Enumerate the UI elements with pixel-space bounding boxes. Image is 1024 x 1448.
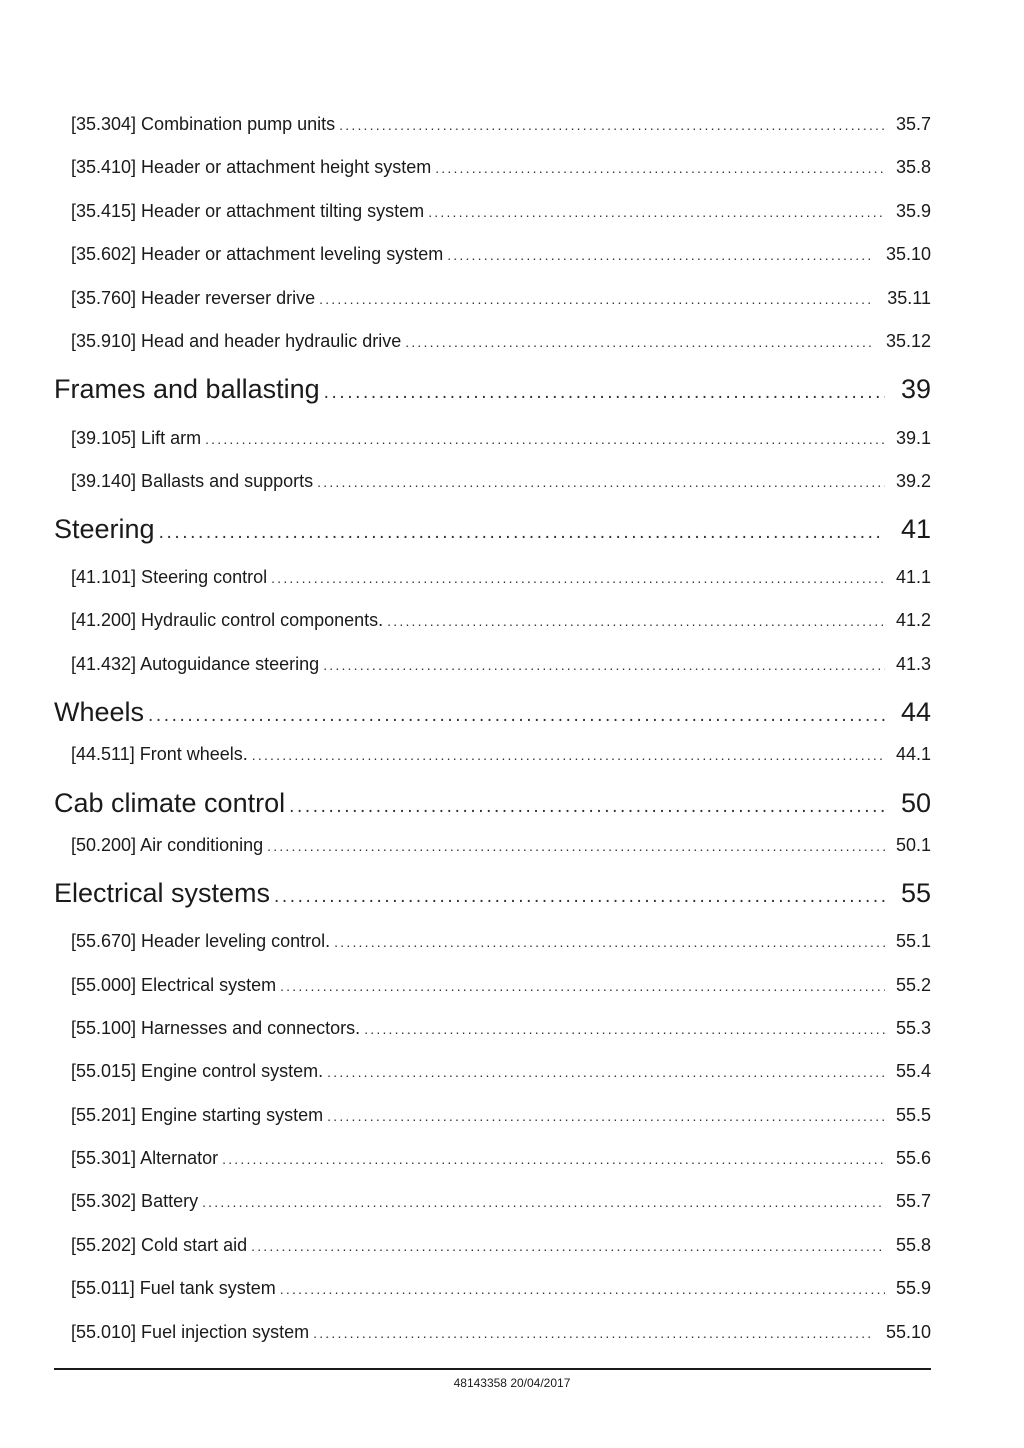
dot-leader xyxy=(289,796,885,818)
toc-entry-title: [35.410] Header or attachment height system xyxy=(71,157,432,177)
toc-entry-page: 35.12 xyxy=(885,331,931,351)
toc-entry-page: 55.8 xyxy=(895,1235,931,1255)
dot-leader xyxy=(274,886,885,908)
toc-entry[interactable] xyxy=(71,567,931,588)
dot-leader xyxy=(202,1194,885,1210)
toc-section[interactable] xyxy=(54,878,931,909)
toc-entry[interactable] xyxy=(71,835,931,856)
toc-entry[interactable] xyxy=(71,1148,931,1169)
toc-section-title: Steering xyxy=(54,514,155,544)
toc-entry[interactable] xyxy=(71,931,931,952)
toc-entry[interactable] xyxy=(71,610,931,631)
dot-leader xyxy=(267,838,885,854)
toc-section-title: Cab climate control xyxy=(54,788,286,818)
toc-entry-title: [55.011] Fuel tank system xyxy=(71,1278,276,1298)
toc-entry[interactable] xyxy=(71,114,931,135)
dot-leader xyxy=(334,934,885,950)
toc-entry-page: 35.7 xyxy=(895,114,931,134)
toc-section[interactable] xyxy=(54,697,931,728)
dot-leader xyxy=(280,1281,885,1297)
dot-leader xyxy=(435,160,885,176)
dot-leader xyxy=(313,1325,873,1341)
toc-entry-title: [41.432] Autoguidance steering xyxy=(71,654,320,674)
toc-entry-title: [55.302] Battery xyxy=(71,1191,199,1211)
toc-section[interactable] xyxy=(54,788,931,819)
toc-entry-title: [39.140] Ballasts and supports xyxy=(71,471,314,491)
toc-entry-page: 55.10 xyxy=(885,1322,931,1342)
toc-entry-page: 41.3 xyxy=(895,654,931,674)
toc-entry-page: 55.3 xyxy=(895,1018,931,1038)
dot-leader xyxy=(405,334,873,350)
toc-section-title: Wheels xyxy=(54,697,145,727)
toc-entry[interactable] xyxy=(71,1018,931,1039)
toc-entry[interactable] xyxy=(71,1235,931,1256)
toc-entry[interactable] xyxy=(71,1322,931,1343)
toc-entry[interactable] xyxy=(71,288,931,309)
dot-leader xyxy=(317,474,885,490)
toc-entry-page: 35.8 xyxy=(895,157,931,177)
dot-leader xyxy=(447,247,873,263)
dot-leader xyxy=(251,1238,885,1254)
toc-entry[interactable] xyxy=(71,1278,931,1299)
dot-leader xyxy=(327,1108,885,1124)
toc-entry-page: 35.11 xyxy=(887,288,931,308)
toc-section-page: 39 xyxy=(901,374,931,404)
toc-section-page: 55 xyxy=(901,878,931,908)
dot-leader xyxy=(222,1151,885,1167)
toc-entry-page: 55.5 xyxy=(895,1105,931,1125)
toc-entry-title: [55.010] Fuel injection system xyxy=(71,1322,310,1342)
footer-rule xyxy=(54,1368,931,1370)
dot-leader xyxy=(327,1064,885,1080)
toc-entry-page: 41.1 xyxy=(895,567,931,587)
toc-entry-title: [55.100] Harnesses and connectors. xyxy=(71,1018,361,1038)
toc-entry-page: 55.9 xyxy=(895,1278,931,1298)
toc-entry-page: 41.2 xyxy=(895,610,931,630)
toc-entry-page: 55.6 xyxy=(895,1148,931,1168)
toc-entry-page: 55.1 xyxy=(895,931,931,951)
toc-section-title: Electrical systems xyxy=(54,878,271,908)
dot-leader xyxy=(205,431,885,447)
dot-leader xyxy=(271,570,885,586)
toc-entry-title: [35.910] Head and header hydraulic drive xyxy=(71,331,402,351)
toc-entry-title: [55.015] Engine control system. xyxy=(71,1061,324,1081)
toc-entry-title: [55.201] Engine starting system xyxy=(71,1105,324,1125)
toc-entry[interactable] xyxy=(71,331,931,352)
toc-section-page: 44 xyxy=(901,697,931,727)
toc-entry-title: [55.301] Alternator xyxy=(71,1148,219,1168)
toc-entry[interactable] xyxy=(71,244,931,265)
toc-entry[interactable] xyxy=(71,1191,931,1212)
toc-entry-title: [50.200] Air conditioning xyxy=(71,835,264,855)
dot-leader xyxy=(364,1021,885,1037)
toc-entry-title: [35.602] Header or attachment leveling system xyxy=(71,244,444,264)
dot-leader xyxy=(252,747,885,763)
toc-entry-title: [35.304] Combination pump units xyxy=(71,114,336,134)
toc-entry[interactable] xyxy=(71,975,931,996)
dot-leader xyxy=(339,117,885,133)
toc-entry-title: [41.101] Steering control xyxy=(71,567,268,587)
toc-entry[interactable] xyxy=(71,744,931,765)
dot-leader xyxy=(280,978,885,994)
toc-entry-title: [41.200] Hydraulic control components. xyxy=(71,610,384,630)
toc-entry[interactable] xyxy=(71,1061,931,1082)
toc-entry-page: 50.1 xyxy=(895,835,931,855)
toc-entry-title: [35.760] Header reverser drive xyxy=(71,288,316,308)
toc-entry-page: 55.2 xyxy=(895,975,931,995)
toc-entry[interactable] xyxy=(71,201,931,222)
toc-entry[interactable] xyxy=(71,654,931,675)
toc-entry-page: 35.9 xyxy=(895,201,931,221)
toc-section[interactable] xyxy=(54,374,931,405)
toc-entry-page: 55.4 xyxy=(895,1061,931,1081)
dot-leader xyxy=(319,291,873,307)
toc-entry-title: [55.670] Header leveling control. xyxy=(71,931,331,951)
toc-entry-page: 39.1 xyxy=(895,428,931,448)
toc-entry-title: [55.202] Cold start aid xyxy=(71,1235,248,1255)
dot-leader xyxy=(428,204,885,220)
toc-entry-page: 35.10 xyxy=(885,244,931,264)
toc-entry[interactable] xyxy=(71,471,931,492)
toc-entry-page: 44.1 xyxy=(895,744,931,764)
dot-leader xyxy=(148,705,885,727)
toc-entry[interactable] xyxy=(71,428,931,449)
toc-entry-title: [44.511] Front wheels. xyxy=(71,744,248,764)
toc-entry-page: 39.2 xyxy=(895,471,931,491)
footer-document-id: 48143358 20/04/2017 xyxy=(453,1376,571,1390)
dot-leader xyxy=(159,522,885,544)
toc-entry-title: [35.415] Header or attachment tilting system xyxy=(71,201,425,221)
toc-section-title: Frames and ballasting xyxy=(54,374,320,404)
dot-leader xyxy=(323,657,885,673)
toc-entry-title: [39.105] Lift arm xyxy=(71,428,202,448)
dot-leader xyxy=(324,382,885,404)
dot-leader xyxy=(387,613,885,629)
toc-entry-page: 55.7 xyxy=(895,1191,931,1211)
toc-section-page: 50 xyxy=(901,788,931,818)
toc-section[interactable] xyxy=(54,514,931,545)
toc-entry[interactable] xyxy=(71,157,931,178)
toc-entry-title: [55.000] Electrical system xyxy=(71,975,277,995)
toc-entry[interactable] xyxy=(71,1105,931,1126)
toc-section-page: 41 xyxy=(901,514,931,544)
